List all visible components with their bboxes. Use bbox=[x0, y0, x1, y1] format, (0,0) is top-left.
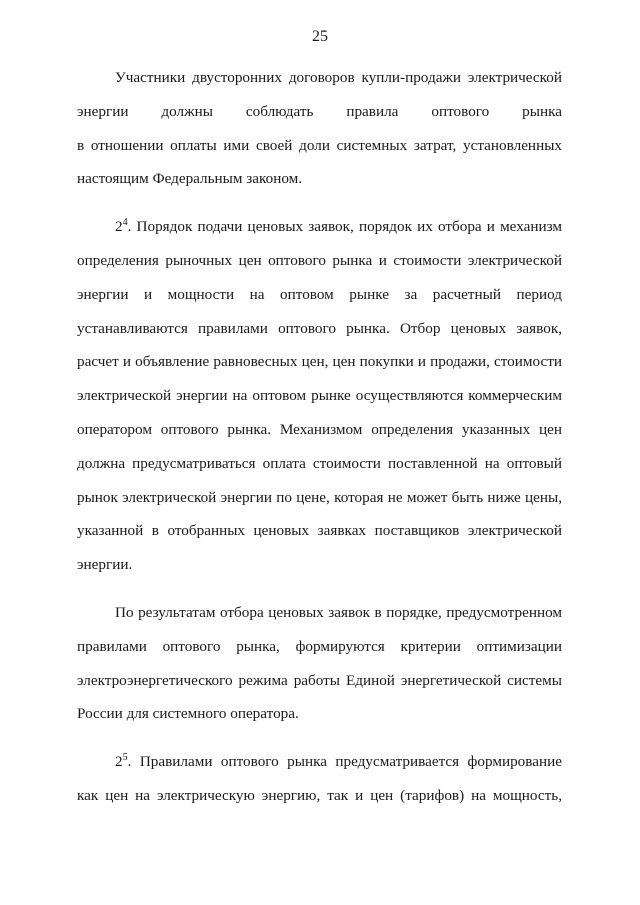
text-line: настоящим Федеральным законом. bbox=[77, 170, 303, 188]
clause-number-superscript: 5 bbox=[122, 752, 128, 764]
page-number: 25 bbox=[312, 28, 328, 45]
paragraph-clause-2-4 bbox=[77, 210, 562, 582]
document-body bbox=[77, 61, 562, 827]
text-line: энергии и мощности на оптовом рынке за расчетный период bbox=[77, 285, 562, 303]
text-line: Участники двусторонних договоров купли-продажи электрической bbox=[115, 69, 562, 86]
paragraph-bilateral-contracts bbox=[77, 61, 562, 196]
text-line: как цен на электрическую энергию, так и цен (тарифов) на мощность, bbox=[77, 786, 562, 804]
text-line: правилами оптового рынка, формируются критерии оптимизации bbox=[77, 637, 562, 655]
text-line: расчет и объявление равновесных цен, цен покупки и продажи, стоимости bbox=[77, 353, 562, 371]
clause-first-line bbox=[77, 210, 562, 244]
text-line: устанавливаются правилами оптового рынка. Отбор ценовых заявок, bbox=[77, 319, 562, 337]
text-line: определения рыночных цен оптового рынка и стоимости электрической bbox=[77, 251, 562, 269]
text-line: указанной в отобранных ценовых заявках поставщиков электрической bbox=[77, 522, 562, 540]
text-line: оператором оптового рынка. Механизмом определения указанных цен bbox=[77, 420, 562, 438]
clause-number bbox=[115, 218, 128, 235]
paragraph-optimization-criteria bbox=[77, 596, 562, 731]
clause-number-base: 2 bbox=[115, 753, 123, 771]
text-line: электрической энергии на оптовом рынке осуществляются коммерческим bbox=[77, 387, 562, 405]
text-line: . Порядок подачи ценовых заявок, порядок их отбора и механизм bbox=[127, 218, 562, 236]
text-line: должна предусматриваться оплата стоимости поставленной на оптовый bbox=[77, 454, 562, 472]
text-line: По результатам отбора ценовых заявок в порядке, предусмотренном bbox=[115, 603, 562, 621]
clause-number-base: 2 bbox=[115, 218, 123, 236]
text-line: энергии. bbox=[77, 556, 133, 574]
text-line: электроэнергетического режима работы Единой энергетической системы bbox=[77, 671, 562, 689]
clause-number bbox=[115, 753, 128, 770]
text-line: . Правилами оптового рынка предусматривается формирование bbox=[127, 753, 562, 771]
clause-number-superscript: 4 bbox=[122, 217, 128, 229]
text-line: России для системного оператора. bbox=[77, 705, 299, 723]
text-line: в отношении оплаты ими своей доли системных затрат, установленных bbox=[77, 136, 562, 154]
text-line: рынок электрической энергии по цене, которая не может быть ниже цены, bbox=[77, 488, 562, 506]
paragraph-clause-2-5 bbox=[77, 745, 562, 813]
clause-first-line bbox=[77, 745, 562, 779]
text-line: энергии должны соблюдать правила оптового рынка bbox=[77, 102, 562, 120]
